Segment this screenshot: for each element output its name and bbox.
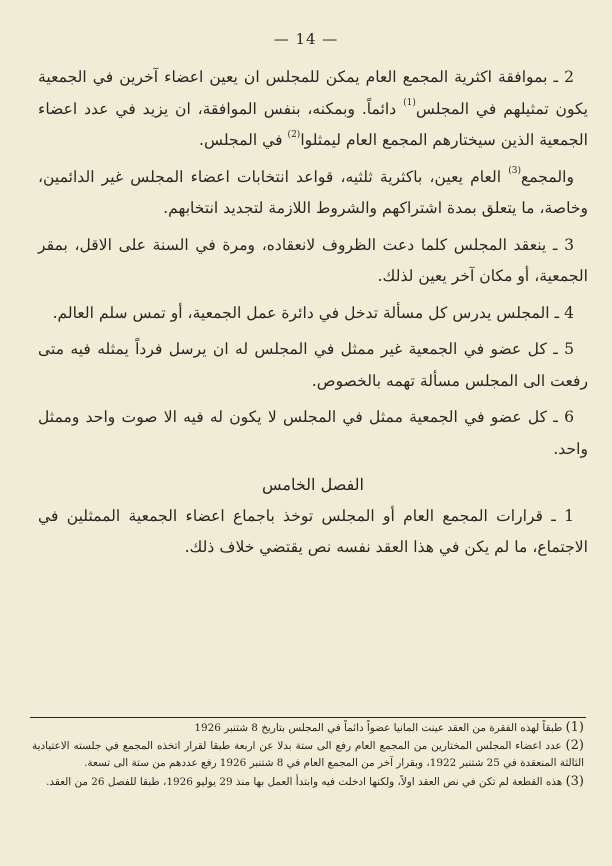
paragraph-line: المجلس غير الدائمين، وخاصة، ما يتعلق بمدة اشتراكهم والشروط [38, 167, 588, 217]
footnote-divider [30, 717, 586, 718]
footnote-number: (2) [565, 738, 584, 754]
footnote-ref-3: (3) [508, 166, 521, 177]
footnote-number: (3) [565, 773, 584, 789]
footnotes [32, 719, 584, 791]
paragraph-article-5: 5 ـ كل عضو في الجمعية غير ممثل في المجلس له ان يرسل فرداً يمثله فيه متى رفعت الى المجلس مسألة تهمه بالخصوص. [38, 340, 588, 390]
paragraph-line: العام يعين، باكثرية ثلثيه، قواعد انتخابات اعضاء [190, 167, 502, 186]
paragraph-line: دائماً. وبمكنه، بنفس [263, 99, 397, 118]
footnote-text: هذه القطعة لم تكن في نص العقد اولاً، ولكنها ادخلت فيه وابتدأ العمل بها منذ 29 يوليو 1926، طبقا للفصل 26 من العقد. [46, 775, 563, 788]
paragraph-line: 2 ـ بموافقة اكثرية المجمع العام يمكن للمجلس ان يعين اعضاء [164, 68, 574, 86]
footnote-ref-2: (2) [287, 129, 301, 140]
paragraph-article-6: 6 ـ كل عضو في الجمعية ممثل في المجلس لا يكون له فيه الا صوت واحد وممثل واحد. [38, 408, 588, 458]
paragraph-line: الموافقة، ان يزيد في عدد اعضاء الجمعية الذين سيختارهم المجمع العام [38, 99, 588, 149]
footnote-ref-1: (1) [403, 98, 416, 109]
footnote-text: عدد اعضاء المجلس المختارين من المجمع العام رفع الى ستة بدلا عن اربعة طبقا لقرار اتخذه المجمع في جلسته الاعتيادية الثالثة المنعقدة في 25 شتنبر 1922، وبقرار آخر من المجمع العام في 8 شتنبر 1926 رفع عددهم من ستة الى تسعة. [32, 740, 584, 770]
paragraph-chapter5-article-1: 1 ـ قرارات المجمع العام أو المجلس توخذ باجماع اعضاء الجمعية الممثلين في الاجتماع، ما لم يكن في هذا العقد نفسه نص يقتضي خلاف ذلك. [38, 506, 588, 556]
paragraph-line: آخرين في الجمعية يكون تمثيلهم في المجلس [38, 68, 588, 118]
section-title: الفصل الخامس [262, 475, 364, 494]
footnote-2 [32, 737, 584, 772]
paragraph-line: اللازمة لتجديد انتخابهم. [163, 199, 312, 217]
page-number: — 14 — [273, 30, 339, 48]
footnote-text: طبقاً لهذه الفقرة من العقد عينت المانيا عضواً دائماً في المجلس بتاريخ 8 شتنبر 1926 [194, 722, 563, 734]
footnote-1 [32, 719, 584, 737]
paragraph-line: في المجلس. [199, 131, 283, 149]
footnote-3 [32, 773, 584, 791]
footnote-number: (1) [565, 720, 584, 735]
main-text [38, 62, 588, 564]
paragraph-article-3: 3 ـ ينعقد المجلس كلما دعت الظروف لانعقاده، ومرة في السنة على الاقل، بمقر الجمعية، أو مكان آخر يعين لذلك. [38, 235, 588, 285]
paragraph-line: والمجمع [520, 167, 574, 186]
paragraph-line: ليمثلوا [300, 131, 342, 149]
paragraph-article-2 [38, 62, 588, 157]
paragraph-article-2-continued [38, 162, 588, 225]
paragraph-article-4: 4 ـ المجلس يدرس كل مسألة تدخل في دائرة عمل الجمعية، أو تمس سلم العالم. [52, 303, 574, 322]
